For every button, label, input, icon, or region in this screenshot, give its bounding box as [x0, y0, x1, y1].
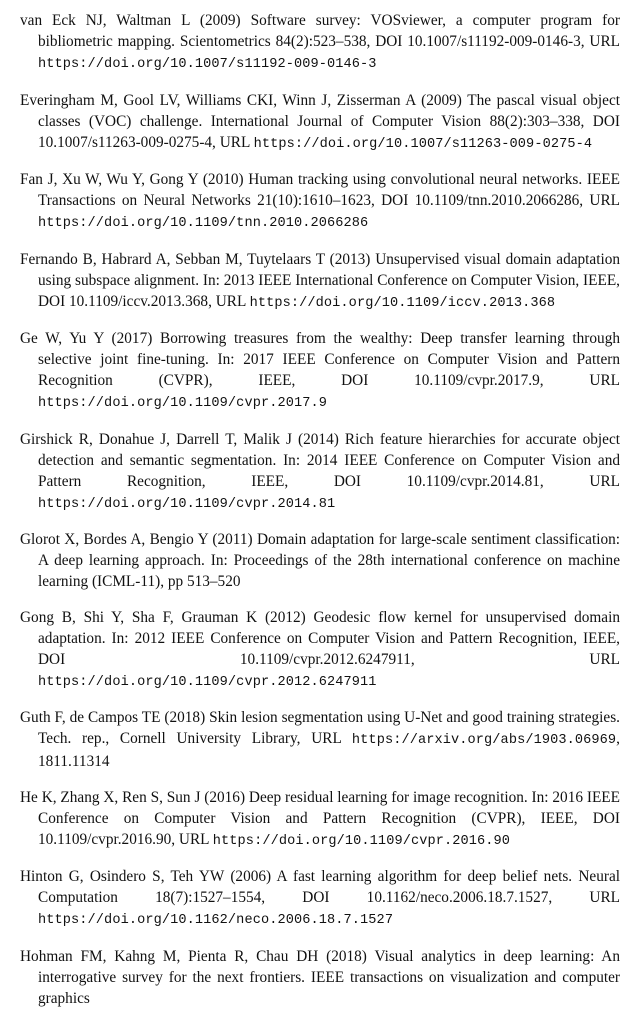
reference-text: Guth F, de Campos TE (2018) Skin lesion segmentation using U-Net and good training strategies. Tech. rep., Cornell University Library, URL	[20, 709, 620, 747]
reference-item	[20, 787, 620, 852]
reference-url[interactable]: https://doi.org/10.1162/neco.2006.18.7.1527	[38, 913, 394, 928]
reference-list	[20, 10, 620, 1009]
reference-item	[20, 866, 620, 931]
reference-item	[20, 946, 620, 1009]
reference-item	[20, 707, 620, 772]
reference-text: Glorot X, Bordes A, Bengio Y (2011) Domain adaptation for large-scale sentiment classification: A deep learning approach. In: Proceedings of the 28th international conference on machine learning (ICML-11), pp 513–520	[20, 531, 620, 590]
reference-item	[20, 328, 620, 414]
reference-url[interactable]: https://doi.org/10.1109/iccv.2013.368	[249, 295, 556, 311]
reference-text: Gong B, Shi Y, Sha F, Grauman K (2012) Geodesic flow kernel for unsupervised domain adaptation. In: 2012 IEEE Conference on Computer Vision and Pattern Recognition, IEEE, DOI 10.1109/cvpr.2012.6247911, URL	[20, 608, 620, 668]
reference-url[interactable]: https://doi.org/10.1109/cvpr.2017.9	[38, 396, 328, 411]
reference-item	[20, 429, 620, 515]
reference-url[interactable]: https://doi.org/10.1109/cvpr.2016.90	[212, 833, 511, 849]
reference-tail: , 1811.11314	[38, 730, 620, 770]
reference-url[interactable]: https://doi.org/10.1109/cvpr.2012.6247911	[38, 674, 377, 690]
reference-text: Ge W, Yu Y (2017) Borrowing treasures from the wealthy: Deep transfer learning through selective joint fine-tuning. In: 2017 IEEE Conference on Computer Vision and Pattern Recognition (CVPR), IEEE, DOI 10.1109/cvpr.2017.9, URL	[20, 330, 620, 389]
reference-url[interactable]: https://doi.org/10.1109/tnn.2010.2066286	[38, 216, 369, 231]
reference-text: van Eck NJ, Waltman L (2009) Software survey: VOSviewer, a computer program for bibliometric mapping. Scientometrics 84(2):523–538, DOI 10.1007/s11192-009-0146-3, URL	[20, 12, 620, 50]
reference-item	[20, 10, 620, 75]
reference-url[interactable]: https://doi.org/10.1007/s11263-009-0275-4	[253, 136, 593, 152]
reference-url[interactable]: https://arxiv.org/abs/1903.06969	[351, 733, 617, 748]
reference-url[interactable]: https://doi.org/10.1109/cvpr.2014.81	[38, 496, 336, 512]
reference-text: Girshick R, Donahue J, Darrell T, Malik J (2014) Rich feature hierarchies for accurate object detection and semantic segmentation. In: 2014 IEEE Conference on Computer Vision and Pattern Recognition, IEEE, DOI 10.1109/cvpr.2014.81, URL	[20, 430, 620, 490]
reference-url[interactable]: https://doi.org/10.1007/s11192-009-0146-3	[38, 57, 377, 72]
reference-text: Fernando B, Habrard A, Sebban M, Tuytelaars T (2013) Unsupervised visual domain adaptation using subspace alignment. In: 2013 IEEE International Conference on Computer Vision, IEEE, DOI 10.1109/iccv.2013.368, URL	[20, 250, 620, 310]
reference-item	[20, 249, 620, 314]
reference-item	[20, 169, 620, 234]
reference-text: He K, Zhang X, Ren S, Sun J (2016) Deep residual learning for image recognition. In: 2016 IEEE Conference on Computer Vision and Pattern Recognition (CVPR), IEEE, DOI 10.1109/cvpr.2016.90, URL	[20, 788, 620, 848]
reference-text: Hohman FM, Kahng M, Pienta R, Chau DH (2018) Visual analytics in deep learning: An interrogative survey for the next frontiers. IEEE transactions on visualization and computer graphics	[20, 947, 620, 1007]
reference-item	[20, 90, 620, 155]
reference-text: Fan J, Xu W, Wu Y, Gong Y (2010) Human tracking using convolutional neural networks. IEEE Transactions on Neural Networks 21(10):1610–1623, DOI 10.1109/tnn.2010.2066286, URL	[20, 171, 620, 209]
reference-item	[20, 607, 620, 693]
reference-item	[20, 529, 620, 592]
reference-text: Hinton G, Osindero S, Teh YW (2006) A fast learning algorithm for deep belief nets. Neural Computation 18(7):1527–1554, DOI 10.1162/neco.2006.18.7.1527, URL	[20, 868, 620, 906]
reference-text: Everingham M, Gool LV, Williams CKI, Winn J, Zisserman A (2009) The pascal visual object classes (VOC) challenge. International Journal of Computer Vision 88(2):303–338, DOI 10.1007/s11263-009-0275-4, URL	[20, 91, 620, 151]
